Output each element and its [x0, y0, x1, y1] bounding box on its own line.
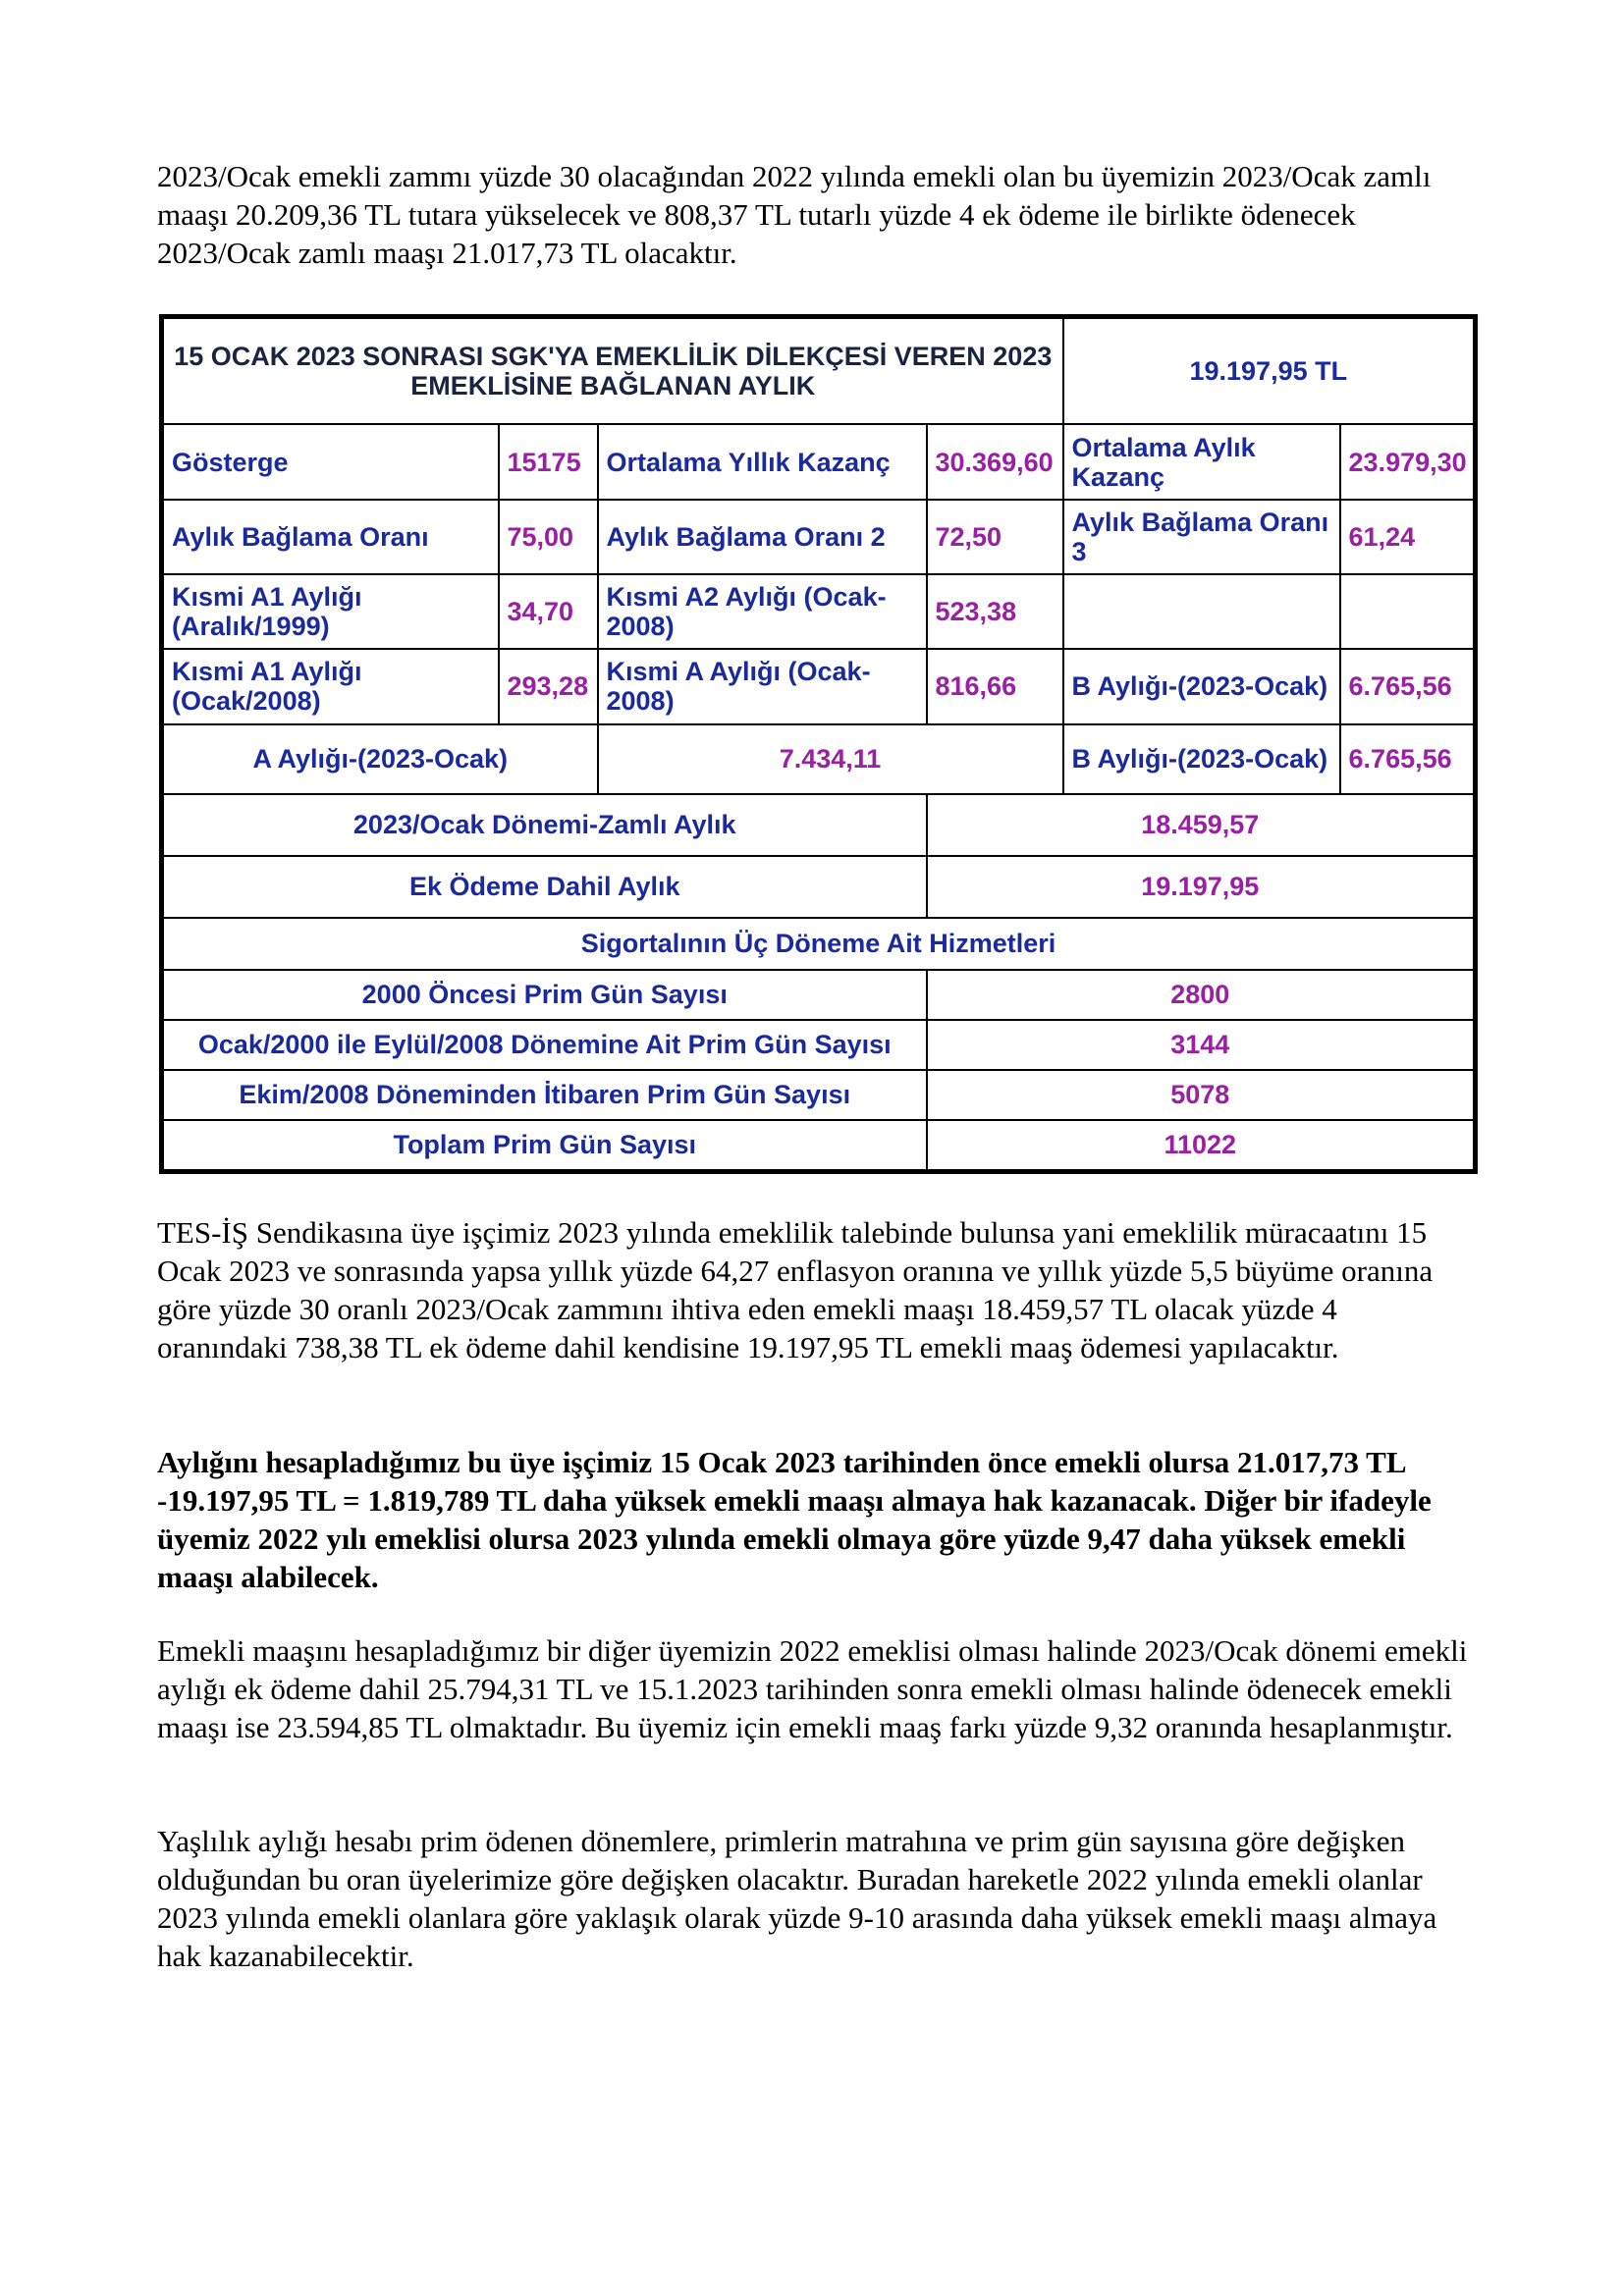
total-days-label: Toplam Prim Gün Sayısı	[162, 1120, 927, 1172]
table-row	[162, 649, 1476, 723]
b-pension-total-label: B Aylığı-(2023-Ocak)	[1063, 724, 1340, 794]
service-periods-heading: Sigortalının Üç Döneme Ait Hizmetleri	[162, 918, 1476, 970]
partial-a1-2008-value: 293,28	[499, 649, 598, 723]
paragraph-salary-difference: Aylığını hesapladığımız bu üye işçimiz 15 Ocak 2023 tarihinden önce emekli olursa 21.017,73 TL -19.197,95 TL = 1.819,789 TL daha yüksek emekli maaşı almaya hak kazanacak. Diğer bir ifadeyle üyemiz 2022 yılı emeklisi olursa 2023 yılında emekli olmaya göre yüzde 9,47 daha yüksek emekli maaşı alabilecek.	[157, 1445, 1432, 1594]
table-row	[162, 794, 1476, 856]
table-row	[162, 1120, 1476, 1172]
partial-a1-1999-label: Kısmi A1 Aylığı (Aralık/1999)	[162, 574, 499, 649]
paragraph-2023-retiree-salary: TES-İŞ Sendikasına üye işçimiz 2023 yılında emeklilik talebinde bulunsa yani emeklilik müracaatını 15 Ocak 2023 ve sonrasında yapsa yıllık yüzde 64,27 enflasyon oranına ve yıllık yüzde 5,5 büyüme oranına göre yüzde 30 oranlı 2023/Ocak zammını ihtiva eden emekli maaşı 18.459,57 TL olacak yüzde 4 oranındaki 738,38 TL ek ödeme dahil kendisine 19.197,95 TL emekli maaş ödemesi yapılacaktır.	[157, 1215, 1434, 1364]
b-pension-value: 6.765,56	[1340, 649, 1476, 723]
table-title: 15 OCAK 2023 SONRASI SGK'YA EMEKLİLİK DİLEKÇESİ VEREN 2023 EMEKLİSİNE BAĞLANAN AYLIK	[162, 317, 1063, 425]
a-pension-label: A Aylığı-(2023-Ocak)	[162, 724, 598, 794]
avg-yearly-earnings-value: 30.369,60	[927, 424, 1063, 499]
a-pension-value: 7.434,11	[598, 724, 1063, 794]
table-row	[162, 1070, 1476, 1120]
table-row	[162, 856, 1476, 918]
pre-2000-days-value: 2800	[927, 970, 1476, 1020]
binding-rate-2-value: 72,50	[927, 500, 1063, 574]
b-pension-label: B Aylığı-(2023-Ocak)	[1063, 649, 1340, 723]
raised-pension-label: 2023/Ocak Dönemi-Zamlı Aylık	[162, 794, 927, 856]
binding-rate-3-value: 61,24	[1340, 500, 1476, 574]
table-row	[162, 1020, 1476, 1070]
b-pension-total-value: 6.765,56	[1340, 724, 1476, 794]
raised-pension-value: 18.459,57	[927, 794, 1476, 856]
empty-cell	[1063, 574, 1340, 649]
paragraph-2022-retiree-salary: 2023/Ocak emekli zammı yüzde 30 olacağından 2022 yılında emekli olan bu üyemizin 2023/Ocak zamlı maaşı 20.209,36 TL tutara yükselecek ve 808,37 TL tutarlı yüzde 4 ek ödeme ile birlikte ödenecek 2023/Ocak zamlı maaşı 21.017,73 TL olacaktır.	[157, 159, 1432, 270]
pension-calculation-table	[159, 314, 1478, 1174]
pre-2000-days-label: 2000 Öncesi Prim Gün Sayısı	[162, 970, 927, 1020]
table-header-row	[162, 317, 1476, 425]
table-row	[162, 500, 1476, 574]
post-2008-days-label: Ekim/2008 Döneminden İtibaren Prim Gün Sayısı	[162, 1070, 927, 1120]
binding-rate-1-label: Aylık Bağlama Oranı	[162, 500, 499, 574]
partial-a1-1999-value: 34,70	[499, 574, 598, 649]
partial-a2-2008-label: Kısmi A2 Aylığı (Ocak-2008)	[598, 574, 927, 649]
partial-a-2008-label: Kısmi A Aylığı (Ocak-2008)	[598, 649, 927, 723]
paragraph-second-member: Emekli maaşını hesapladığımız bir diğer üyemizin 2022 emeklisi olması halinde 2023/Ocak dönemi emekli aylığı ek ödeme dahil 25.794,31 TL ve 15.1.2023 tarihinden sonra emekli olması halinde ödenecek emekli maaşı ise 23.594,85 TL olmaktadır. Bu üyemiz için emekli maaş farkı yüzde 9,32 oranında hesaplanmıştır.	[157, 1633, 1468, 1744]
pension-with-bonus-label: Ek Ödeme Dahil Aylık	[162, 856, 927, 918]
2000-2008-days-value: 3144	[927, 1020, 1476, 1070]
pension-with-bonus-value: 19.197,95	[927, 856, 1476, 918]
avg-yearly-earnings-label: Ortalama Yıllık Kazanç	[598, 424, 927, 499]
table-row	[162, 424, 1476, 499]
partial-a1-2008-label: Kısmi A1 Aylığı (Ocak/2008)	[162, 649, 499, 723]
binding-rate-1-value: 75,00	[499, 500, 598, 574]
table-section-row	[162, 918, 1476, 970]
table-header-amount: 19.197,95 TL	[1063, 317, 1476, 425]
post-2008-days-value: 5078	[927, 1070, 1476, 1120]
table-row	[162, 970, 1476, 1020]
avg-monthly-earnings-value: 23.979,30	[1340, 424, 1476, 499]
partial-a-2008-value: 816,66	[927, 649, 1063, 723]
binding-rate-2-label: Aylık Bağlama Oranı 2	[598, 500, 927, 574]
paragraph-conclusion: Yaşlılık aylığı hesabı prim ödenen dönemlere, primlerin matrahına ve prim gün sayısına göre değişken olduğundan bu oran üyelerimize göre değişken olacaktır. Buradan hareketle 2022 yılında emekli olanlar 2023 yılında emekli olanlara göre yaklaşık olarak yüzde 9-10 arasında daha yüksek emekli maaşı almaya hak kazanabilecektir.	[157, 1824, 1437, 1973]
binding-rate-3-label: Aylık Bağlama Oranı 3	[1063, 500, 1340, 574]
partial-a2-2008-value: 523,38	[927, 574, 1063, 649]
total-days-value: 11022	[927, 1120, 1476, 1172]
empty-cell	[1340, 574, 1476, 649]
2000-2008-days-label: Ocak/2000 ile Eylül/2008 Dönemine Ait Prim Gün Sayısı	[162, 1020, 927, 1070]
table-row	[162, 574, 1476, 649]
table-row	[162, 724, 1476, 794]
gosterge-label: Gösterge	[162, 424, 499, 499]
gosterge-value: 15175	[499, 424, 598, 499]
avg-monthly-earnings-label: Ortalama Aylık Kazanç	[1063, 424, 1340, 499]
